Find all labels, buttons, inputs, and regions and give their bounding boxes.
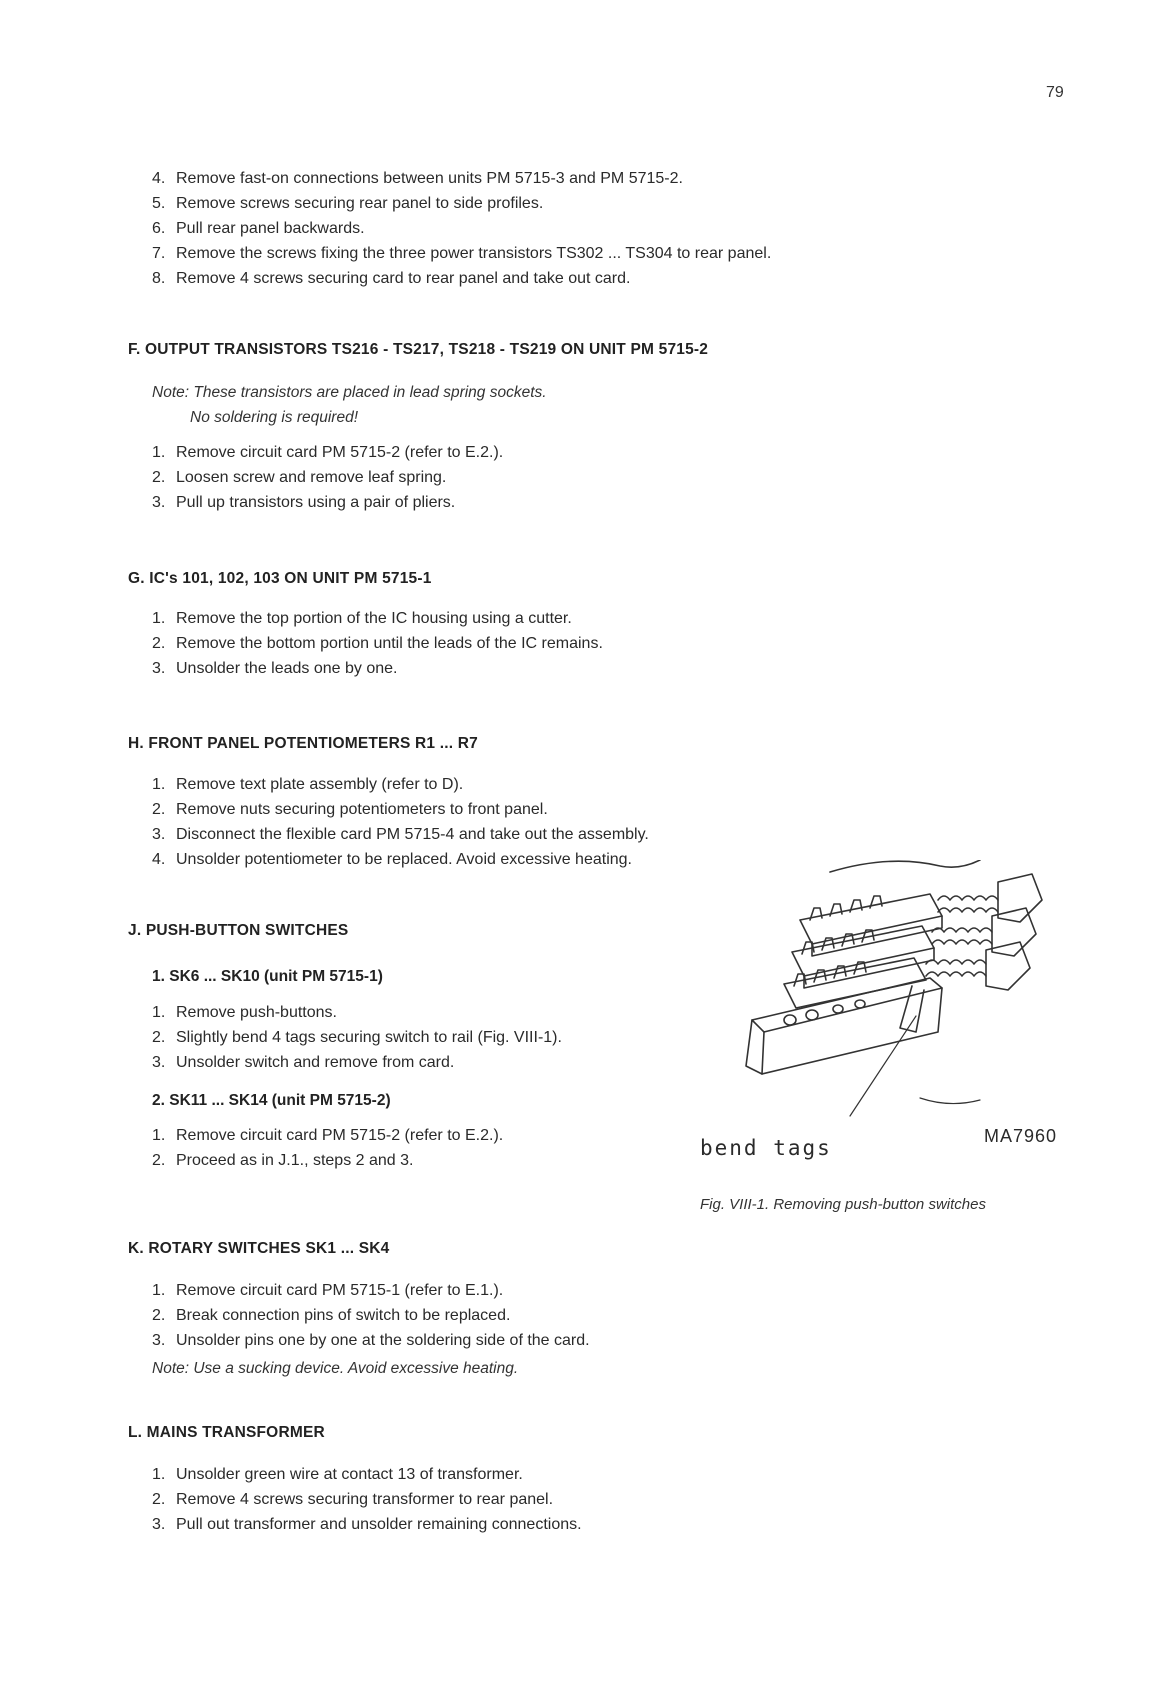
item-number: 3.: [152, 1516, 166, 1533]
item-text: Break connection pins of switch to be replaced.: [176, 1307, 511, 1324]
list-item: [152, 1148, 503, 1173]
section-e-list: [152, 166, 771, 291]
item-number: 2.: [152, 469, 166, 486]
list-item: [152, 241, 771, 266]
item-number: 3.: [152, 660, 166, 677]
item-number: 1.: [152, 1127, 166, 1144]
item-number: 1.: [152, 776, 166, 793]
item-number: 3.: [152, 826, 166, 843]
section-j-sub1-heading: 1. SK6 ... SK10 (unit PM 5715-1): [152, 968, 383, 985]
item-text: Unsolder the leads one by one.: [176, 660, 398, 677]
item-number: 2.: [152, 801, 166, 818]
page-number: 79: [1046, 84, 1064, 101]
list-item: [152, 166, 771, 191]
item-text: Remove circuit card PM 5715-2 (refer to E.2.).: [176, 1127, 504, 1144]
list-item: [152, 656, 603, 681]
item-number: 1.: [152, 1282, 166, 1299]
list-item: [152, 797, 649, 822]
item-text: Unsolder pins one by one at the soldering side of the card.: [176, 1332, 590, 1349]
item-text: Remove circuit card PM 5715-1 (refer to E.1.).: [176, 1282, 504, 1299]
item-number: 1.: [152, 610, 166, 627]
list-item: [152, 847, 649, 872]
item-number: 4.: [152, 170, 166, 187]
item-text: Remove text plate assembly (refer to D).: [176, 776, 464, 793]
item-text: Remove the screws fixing the three power transistors TS302 ... TS304 to rear panel.: [176, 245, 772, 262]
item-number: 3.: [152, 1332, 166, 1349]
item-text: Slightly bend 4 tags securing switch to rail (Fig. VIII-1).: [176, 1029, 562, 1046]
item-number: 2.: [152, 1491, 166, 1508]
list-item: [152, 606, 603, 631]
item-number: 7.: [152, 245, 166, 262]
item-text: Disconnect the flexible card PM 5715-4 and take out the assembly.: [176, 826, 649, 843]
list-item: [152, 1487, 582, 1512]
list-item: [152, 216, 771, 241]
list-item: [152, 1025, 562, 1050]
item-text: Loosen screw and remove leaf spring.: [176, 469, 447, 486]
item-number: 2.: [152, 1029, 166, 1046]
section-f-list: [152, 440, 503, 515]
item-text: Unsolder green wire at contact 13 of transformer.: [176, 1466, 523, 1483]
section-l-heading: L. MAINS TRANSFORMER: [128, 1424, 325, 1441]
section-j-sub2-list: [152, 1123, 503, 1173]
section-h-heading: H. FRONT PANEL POTENTIOMETERS R1 ... R7: [128, 735, 478, 752]
item-number: 1.: [152, 444, 166, 461]
section-j-sub1-list: [152, 1000, 562, 1075]
item-text: Pull up transistors using a pair of pliers.: [176, 494, 456, 511]
section-l-list: [152, 1462, 582, 1537]
item-number: 2.: [152, 635, 166, 652]
item-text: Remove the top portion of the IC housing using a cutter.: [176, 610, 572, 627]
list-item: [152, 822, 649, 847]
item-number: 2.: [152, 1307, 166, 1324]
list-item: [152, 1050, 562, 1075]
item-number: 1.: [152, 1004, 166, 1021]
list-item: [152, 1328, 590, 1353]
list-item: [152, 490, 503, 515]
item-text: Remove the bottom portion until the leads of the IC remains.: [176, 635, 603, 652]
section-g-heading: G. IC's 101, 102, 103 ON UNIT PM 5715-1: [128, 570, 432, 587]
item-text: Pull rear panel backwards.: [176, 220, 365, 237]
item-text: Remove circuit card PM 5715-2 (refer to E.2.).: [176, 444, 504, 461]
item-text: Remove nuts securing potentiometers to front panel.: [176, 801, 548, 818]
item-text: Remove 4 screws securing transformer to rear panel.: [176, 1491, 554, 1508]
list-item: [152, 191, 771, 216]
figure-caption: Fig. VIII-1. Removing push-button switches: [700, 1196, 986, 1213]
item-text: Remove screws securing rear panel to side profiles.: [176, 195, 544, 212]
section-f-note: [152, 380, 547, 430]
item-number: 2.: [152, 1152, 166, 1169]
item-text: Unsolder switch and remove from card.: [176, 1054, 455, 1071]
list-item: [152, 1000, 562, 1025]
item-number: 6.: [152, 220, 166, 237]
figure-code-label: MA7960: [984, 1126, 1058, 1146]
item-text: Remove push-buttons.: [176, 1004, 337, 1021]
list-item: [152, 1303, 590, 1328]
note-line-1: Note: These transistors are placed in lead spring sockets.: [152, 384, 547, 401]
list-item: [152, 440, 503, 465]
note-line-2: No soldering is required!: [190, 409, 359, 426]
list-item: [152, 266, 771, 291]
list-item: [152, 1278, 590, 1303]
item-number: 3.: [152, 494, 166, 511]
item-text: Remove fast-on connections between units PM 5715-3 and PM 5715-2.: [176, 170, 683, 187]
item-text: Pull out transformer and unsolder remaining connections.: [176, 1516, 582, 1533]
list-item: [152, 1462, 582, 1487]
list-item: [152, 631, 603, 656]
section-f-heading: F. OUTPUT TRANSISTORS TS216 - TS217, TS218 - TS219 ON UNIT PM 5715-2: [128, 341, 709, 358]
section-k-list: [152, 1278, 590, 1353]
list-item: [152, 1512, 582, 1537]
section-k-note: Note: Use a sucking device. Avoid excessive heating.: [152, 1360, 519, 1377]
item-number: 1.: [152, 1466, 166, 1483]
item-text: Proceed as in J.1., steps 2 and 3.: [176, 1152, 414, 1169]
item-number: 3.: [152, 1054, 166, 1071]
section-h-list: [152, 772, 649, 872]
section-g-list: [152, 606, 603, 681]
item-text: Unsolder potentiometer to be replaced. Avoid excessive heating.: [176, 851, 632, 868]
item-text: Remove 4 screws securing card to rear panel and take out card.: [176, 270, 631, 287]
bend-tags-label: bend tags: [700, 1136, 832, 1160]
section-j-heading: J. PUSH-BUTTON SWITCHES: [128, 922, 349, 939]
list-item: [152, 1123, 503, 1148]
item-number: 4.: [152, 851, 166, 868]
section-j-sub2-heading: 2. SK11 ... SK14 (unit PM 5715-2): [152, 1092, 391, 1109]
list-item: [152, 465, 503, 490]
item-number: 8.: [152, 270, 166, 287]
item-number: 5.: [152, 195, 166, 212]
section-k-heading: K. ROTARY SWITCHES SK1 ... SK4: [128, 1240, 390, 1257]
list-item: [152, 772, 649, 797]
